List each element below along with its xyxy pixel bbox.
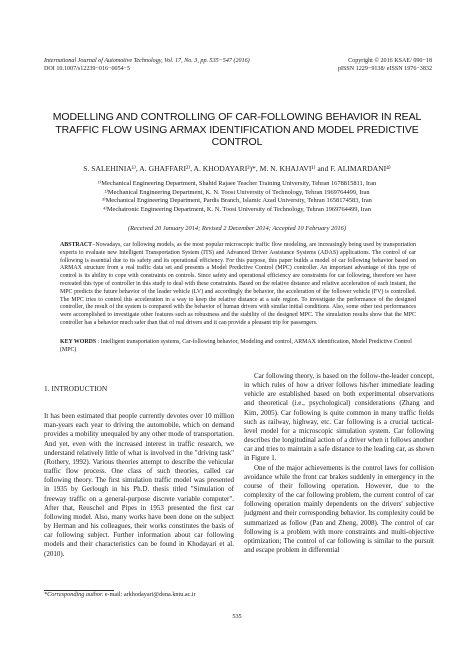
intro-paragraph: It has been estimated that people currently devotes over 10 million man-years each year to driving the automobile, which on demand provides a mobility unequaled by any other mode of transportation. And yet, even with the increased interest in traffic research, we understand relatively little of what is involved in the "driving task" (Rothery, 1992). Various theories attempt to describe the vehicular traffic flow process. One class of such theories, called car following theory. The first simulation traffic model was presented in 1935 by Gerlough in his Ph.D. thesis titled "Simulation of freeway traffic on a general-purpose discrete variable computer". After that, Reuschel and Pipes in 1953 presented the first car following model. Also, many works have been done on the subject by Herman and his colleagues, their works constitutes the basis of car following subject. Further information about car following models and their characteristics can be found in Khodayari et al. (2010). <box>44 412 234 558</box>
journal-citation: International Journal of Automotive Technology, Vol. 17, No. 3, pp. 535−547 (2016) <box>44 58 250 64</box>
keywords-label: KEY WORDS <box>60 339 97 345</box>
issn: pISSN 1229−9138/ eISSN 1976−3832 <box>337 66 432 73</box>
section-heading: 1. INTRODUCTION <box>44 384 108 393</box>
affiliation-3: ³⁾Mechanical Engineering Department, Pardis Branch, Islamic Azad University, Tehran 1658174583, Iran <box>102 197 372 205</box>
page-number: 535 <box>232 613 242 620</box>
affiliation-2: ²⁾Mechanical Engineering Department, K. N. Toosi University of Technology, Tehran 1969764499, Iran <box>104 188 370 196</box>
affiliations <box>40 180 434 214</box>
abstract <box>60 242 416 328</box>
body-paragraph: One of the major achievements is the control laws for collision avoidance while the front car brakes suddenly in emergency in the course of their following operation. However, due to the complexity of the car following problem, the current control of car following operation mainly dependents on the drivers' subjective judgment and their corresponding behavior. Its complexity could be summarized as follow (Pan and Zheng, 2008). The control of car following is a problem with more constraints and multi-objective optimization; The control of car following is similar to the pursuit and escape problem in differential <box>244 463 434 554</box>
copyright: Copyright © 2016 KSAE/ 090−18 <box>348 58 432 64</box>
footnote-email: e-mail: arkhodayari@dena.kntu.ac.ir <box>103 591 196 598</box>
paper-title: MODELLING AND CONTROLLING OF CAR-FOLLOWING BEHAVIOR IN REAL TRAFFIC FLOW USING ARMAX IDENTIFICATION AND MODEL PREDICTIVE CONTROL <box>52 111 422 149</box>
left-column <box>44 372 234 559</box>
footnote-label: *Corresponding author. <box>44 591 104 598</box>
keywords <box>60 339 416 355</box>
doi: DOI 10.1007/s12239−016−0054−5 <box>44 66 131 73</box>
footnote <box>44 591 234 599</box>
keywords-text: : Intelligent transportation systems, Car-following behavior, Modeling and control, ARMAX identification, Model Predictive Control (MPC) <box>60 339 412 353</box>
affiliation-4: ⁴⁾Mechatronic Engineering Department, K. N. Toosi University of Technology, Tehran 1969764499, Iran <box>103 205 371 213</box>
right-column <box>244 372 434 555</box>
abstract-text: −Nowadays, car following models, as the most popular microscopic traffic flow modeling, are increasingly being used by transportation experts to evaluate new Intelligent Transportation System (ITS) and Advanced Driver Assistance Systems (ADAS) applications. The control of car following is essential due to its safety and its operational efficiency. For this purpose, this paper builds a model of car following behavior based on ARMAX structure from a real traffic data set and presents a Model Predictive Control (MPC) controller. An important advantage of this type of control is its ability to cope with constraints on controls. Since safety and operational efficiency are constraints for car following, therefore we have recreated this type of controller in this study to deal with these constraints. Based on the relative distance and relative acceleration of each instant, the MPC predicts the future behavior of the leader vehicle (LV) and accordingly the behavior, the acceleration of the follower vehicle (FV) is controlled. The MPC tries to control this acceleration in a way to keep the relative distance at a safe region. To investigate the performance of the designed controller, the result of the system is compared with the behavior of human drivers with similar initial conditions. Also, some other test performances were accomplished to investigate other features such as robustness and the stability of the designed MPC. The simulation results show that the MPC controller has a behavior much safer than that of real drivers and it can provide a pleasant trip for passengers. <box>60 242 416 326</box>
affiliation-1: ¹⁾Mechanical Engineering Department, Shahid Rajaee Teacher Training University, Tehran 1678815811, Iran <box>97 180 377 187</box>
received-dates: (Received 20 January 2014; Revised 2 December 2014; Accepted 10 February 2016) <box>128 225 346 232</box>
body-paragraph: Car following theory, is based on the follow-the-leader concept, in which rules of how a driver follows his/her immediate leading vehicle are established based on both experimental observations and theoretical (i.e., psychological) considerations (Zhang and Kim, 2005). Car following is quite common in many traffic fields such as railway, highway, etc. Car following is a crucial tactical-level model for a microscopic simulation system. Car following describes the longitudinal action of a driver when it follows another car and tries to maintain a safe distance to the leading car, as shown in Figure 1. <box>244 372 434 463</box>
journal-header <box>44 57 304 74</box>
author-list: S. SALEHINIA¹⁾, A. GHAFFARI²⁾, A. KHODAYARI³)*, M. N. KHAJAVI¹⁾ and F. ALIMARDANI⁴⁾ <box>83 164 391 173</box>
copyright-header <box>308 57 432 74</box>
abstract-label: ABSTRACT <box>60 242 93 248</box>
